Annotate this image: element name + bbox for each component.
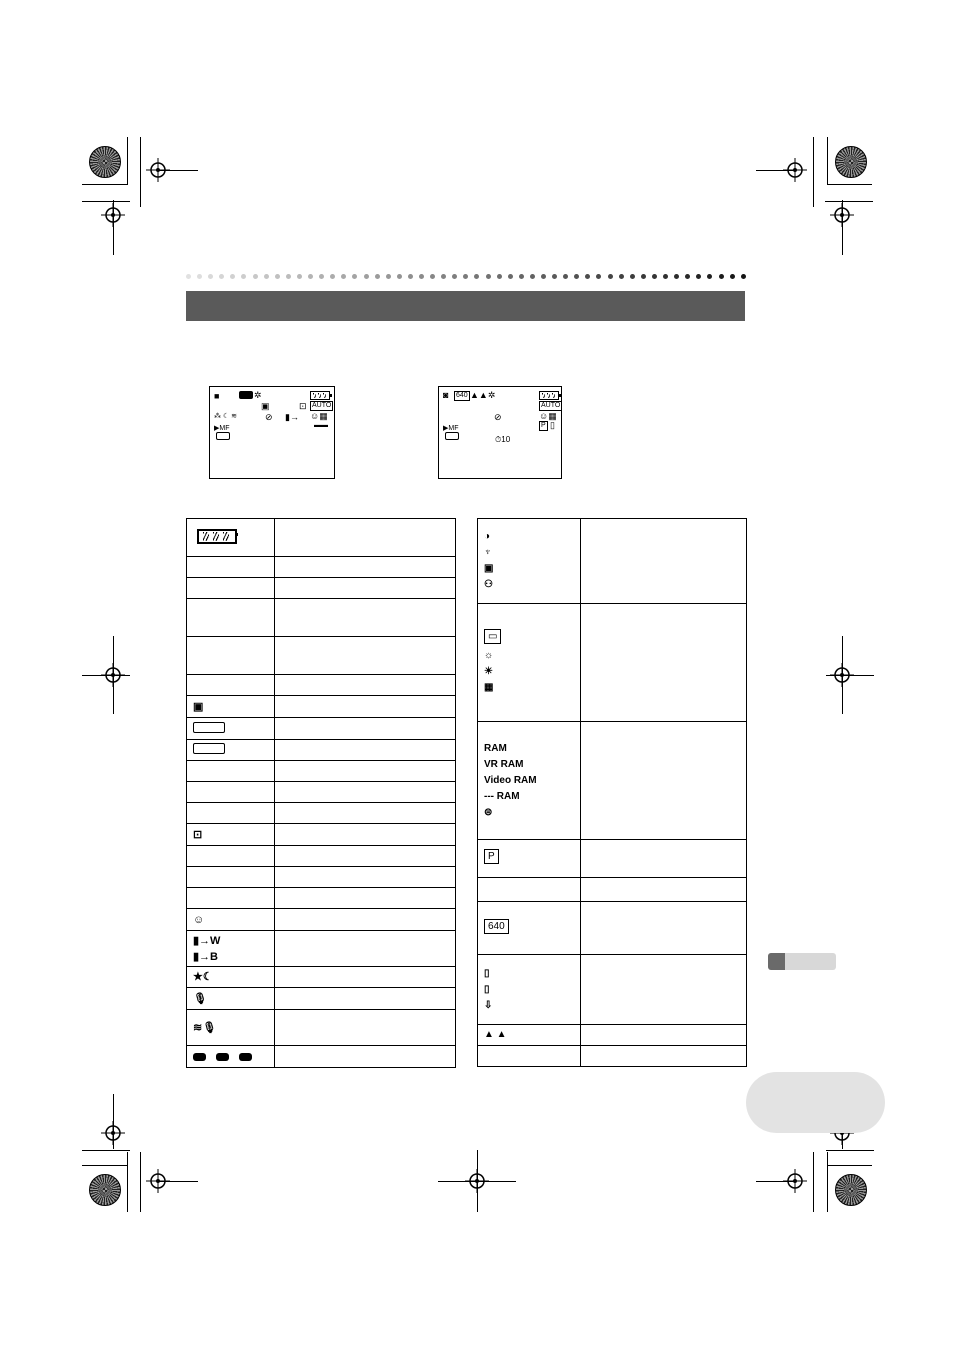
icon-cell (187, 1010, 275, 1046)
table-row (187, 909, 456, 931)
description-cell (581, 902, 747, 955)
description-cell (581, 878, 747, 902)
frame-icon: ▣ (261, 401, 270, 411)
icon-cell (187, 803, 275, 824)
icon-line: ☀ (484, 666, 493, 677)
description-cell (581, 840, 747, 878)
icon-cell (187, 846, 275, 867)
dot (375, 274, 380, 279)
icon-line: P (484, 849, 499, 864)
description-cell (275, 519, 456, 557)
dot (241, 274, 246, 279)
rounded-box-icon (193, 743, 225, 754)
description-cell (275, 599, 456, 637)
mode-blob-icon (193, 1053, 206, 1061)
dot (663, 274, 668, 279)
dot (308, 274, 313, 279)
description-cell (275, 803, 456, 824)
dot (253, 274, 258, 279)
table-row (187, 557, 456, 578)
table-row (187, 824, 456, 846)
dot (408, 274, 413, 279)
icon-cell (478, 955, 581, 1025)
dot (386, 274, 391, 279)
description-cell (275, 637, 456, 675)
wb-icon: ▮→ (285, 412, 299, 422)
table-row (478, 1046, 747, 1067)
dot (364, 274, 369, 279)
face-icon: ☺▦ (310, 411, 328, 421)
status-icons-row: ⁂ ☾ ≋ (214, 413, 238, 420)
icon-cell (187, 909, 275, 931)
icon-cell (187, 599, 275, 637)
table-row (187, 1010, 456, 1046)
table-row (187, 846, 456, 867)
dot (497, 274, 502, 279)
dot (319, 274, 324, 279)
icon-cell (187, 967, 275, 988)
icon-cell (187, 988, 275, 1010)
dot (441, 274, 446, 279)
description-cell (581, 604, 747, 722)
table-row (187, 718, 456, 740)
table-row (187, 637, 456, 675)
frame-icon: ▣ (193, 700, 204, 713)
icon-line: ▣ (484, 563, 494, 574)
screen-preview-motion (209, 386, 335, 479)
dot (186, 274, 191, 279)
table-row (187, 931, 456, 967)
icon-cell (187, 740, 275, 761)
light-icon: ✲ (254, 390, 262, 400)
auto-badge: AUTO (312, 402, 332, 409)
icon-cell (187, 782, 275, 803)
table-row (187, 696, 456, 718)
dot (397, 274, 402, 279)
description-cell (275, 578, 456, 599)
icon-line: --- RAM (484, 790, 520, 802)
table-row (187, 761, 456, 782)
dot (574, 274, 579, 279)
table-row (187, 803, 456, 824)
dot (674, 274, 679, 279)
description-cell (275, 761, 456, 782)
wind-mic-icon: ≋🎙 (193, 1021, 217, 1034)
description-cell (275, 988, 456, 1010)
icon-line: VR RAM (484, 758, 524, 770)
icon-cell (478, 604, 581, 722)
night-icon: ★☾ (193, 971, 213, 983)
dot (419, 274, 424, 279)
ram-icon: ▬▬ (314, 422, 328, 429)
battery-icon (539, 391, 559, 400)
rosette-icon (89, 146, 121, 178)
dot (619, 274, 624, 279)
icon-cell (187, 1046, 275, 1068)
dot (219, 274, 224, 279)
description-cell (275, 888, 456, 909)
table-row (187, 578, 456, 599)
dot (230, 274, 235, 279)
picture-size-badge: 640 (456, 392, 468, 399)
quality-icon: ▲▲✲ (470, 390, 496, 400)
table-row (187, 988, 456, 1010)
dot (330, 274, 335, 279)
table-row (478, 878, 747, 902)
rosette-icon (835, 146, 867, 178)
icon-line: ☼ (484, 650, 494, 661)
page-number-badge (746, 1072, 885, 1133)
icon-line: ◑ (484, 531, 491, 542)
description-cell (581, 1046, 747, 1067)
dot (275, 274, 280, 279)
face-off-icon: ⊘ (265, 412, 273, 422)
dot (652, 274, 657, 279)
camera-icon: ■ (214, 391, 220, 401)
icon-line: ▭ (484, 629, 501, 644)
section-title-bar (186, 291, 745, 321)
portrait-box-icon: ⊡ (299, 401, 307, 411)
mic-icon: 🎙 (193, 992, 207, 1005)
icon-line: ▯ (484, 967, 490, 979)
table-row (478, 955, 747, 1025)
battery-icon (310, 391, 330, 400)
right-icon-table (477, 518, 747, 1067)
dot (208, 274, 213, 279)
icon-line: ⇩ (484, 999, 493, 1011)
icon-cell (478, 840, 581, 878)
description-cell (275, 1046, 456, 1068)
table-row (187, 867, 456, 888)
face-off-icon: ⊘ (494, 412, 502, 422)
dot (519, 274, 524, 279)
description-cell (275, 909, 456, 931)
dotted-rule (186, 274, 746, 282)
dot (596, 274, 601, 279)
description-cell (275, 696, 456, 718)
dot (286, 274, 291, 279)
dot (563, 274, 568, 279)
table-row (187, 782, 456, 803)
rounded-box-icon (216, 432, 230, 440)
description-cell (275, 740, 456, 761)
icon-cell (187, 867, 275, 888)
table-row (478, 722, 747, 840)
dot (508, 274, 513, 279)
dot (474, 274, 479, 279)
icon-cell (478, 1046, 581, 1067)
dot (541, 274, 546, 279)
icon-line: ⊜ (484, 806, 493, 818)
dot (719, 274, 724, 279)
icon-cell (187, 888, 275, 909)
icon-cell (187, 675, 275, 696)
icon-cell (187, 824, 275, 846)
face-icon: ☺▦ (539, 411, 557, 421)
icon-cell (478, 902, 581, 955)
description-cell (275, 967, 456, 988)
description-cell (275, 718, 456, 740)
screen-preview-still (438, 386, 562, 479)
white-black-balance-icon: ▮→B (193, 950, 218, 963)
mf-label: ▶MF (443, 425, 459, 432)
dot (608, 274, 613, 279)
table-row (187, 599, 456, 637)
description-cell (275, 1010, 456, 1046)
dot (486, 274, 491, 279)
description-cell (275, 846, 456, 867)
dot (341, 274, 346, 279)
table-row (187, 888, 456, 909)
mode-blob-icon (239, 1053, 252, 1061)
description-cell (581, 519, 747, 604)
table-row (187, 675, 456, 696)
dot (352, 274, 357, 279)
icon-line: RAM (484, 742, 507, 754)
p-badge: P (541, 422, 546, 429)
dot (297, 274, 302, 279)
dot (707, 274, 712, 279)
icon-cell (187, 637, 275, 675)
auto-badge: AUTO (541, 402, 561, 409)
description-cell (581, 955, 747, 1025)
white-black-balance-icon: ▮→W (193, 934, 221, 947)
table-row (478, 519, 747, 604)
table-row (478, 840, 747, 878)
section-index-tab (768, 953, 836, 970)
face-icon: ☺ (193, 913, 205, 926)
table-row (187, 967, 456, 988)
table-row (187, 519, 456, 557)
dot (452, 274, 457, 279)
description-cell (581, 722, 747, 840)
description-cell (275, 824, 456, 846)
portrait-box-icon: ⊡ (193, 828, 203, 841)
description-cell (275, 867, 456, 888)
mf-label: ▶MF (214, 425, 230, 432)
description-cell (275, 557, 456, 578)
mode-blob-icon (216, 1053, 229, 1061)
card-icon: ▯ (550, 420, 555, 430)
icon-line: ▲ ▲ (484, 1029, 507, 1040)
description-cell (581, 1025, 747, 1046)
table-row (478, 902, 747, 955)
rosette-icon (89, 1174, 121, 1206)
icon-line: 640 (484, 919, 509, 934)
dot (463, 274, 468, 279)
dot (730, 274, 735, 279)
table-row (187, 740, 456, 761)
self-timer-icon: ⏱10 (495, 435, 511, 444)
icon-cell (478, 1025, 581, 1046)
dot (430, 274, 435, 279)
icon-cell (187, 578, 275, 599)
dot (641, 274, 646, 279)
rounded-box-icon (193, 722, 225, 733)
dot (552, 274, 557, 279)
dot (197, 274, 202, 279)
icon-line: ⚇ (484, 579, 493, 590)
battery-icon (197, 529, 237, 544)
icon-line: ▦ (484, 682, 494, 693)
dot (630, 274, 635, 279)
dot (696, 274, 701, 279)
rounded-box-icon (445, 432, 459, 440)
icon-line: Video RAM (484, 774, 537, 786)
dot (685, 274, 690, 279)
icon-line: ▯ (484, 983, 490, 995)
mode-block-icon (239, 391, 253, 399)
icon-cell (187, 696, 275, 718)
table-row (478, 604, 747, 722)
icon-line: ♆ (484, 547, 492, 558)
icon-cell (187, 557, 275, 578)
icon-cell (478, 722, 581, 840)
still-camera-icon: ◙ (443, 390, 449, 400)
description-cell (275, 931, 456, 967)
dot (530, 274, 535, 279)
icon-cell (187, 718, 275, 740)
rosette-icon (835, 1174, 867, 1206)
icon-cell (187, 519, 275, 557)
description-cell (275, 782, 456, 803)
table-row (187, 1046, 456, 1068)
dot (585, 274, 590, 279)
icon-cell (478, 878, 581, 902)
left-icon-table (186, 518, 456, 1068)
dot (264, 274, 269, 279)
icon-cell (187, 761, 275, 782)
description-cell (275, 675, 456, 696)
dot (741, 274, 746, 279)
icon-cell (478, 519, 581, 604)
icon-cell (187, 931, 275, 967)
table-row (478, 1025, 747, 1046)
